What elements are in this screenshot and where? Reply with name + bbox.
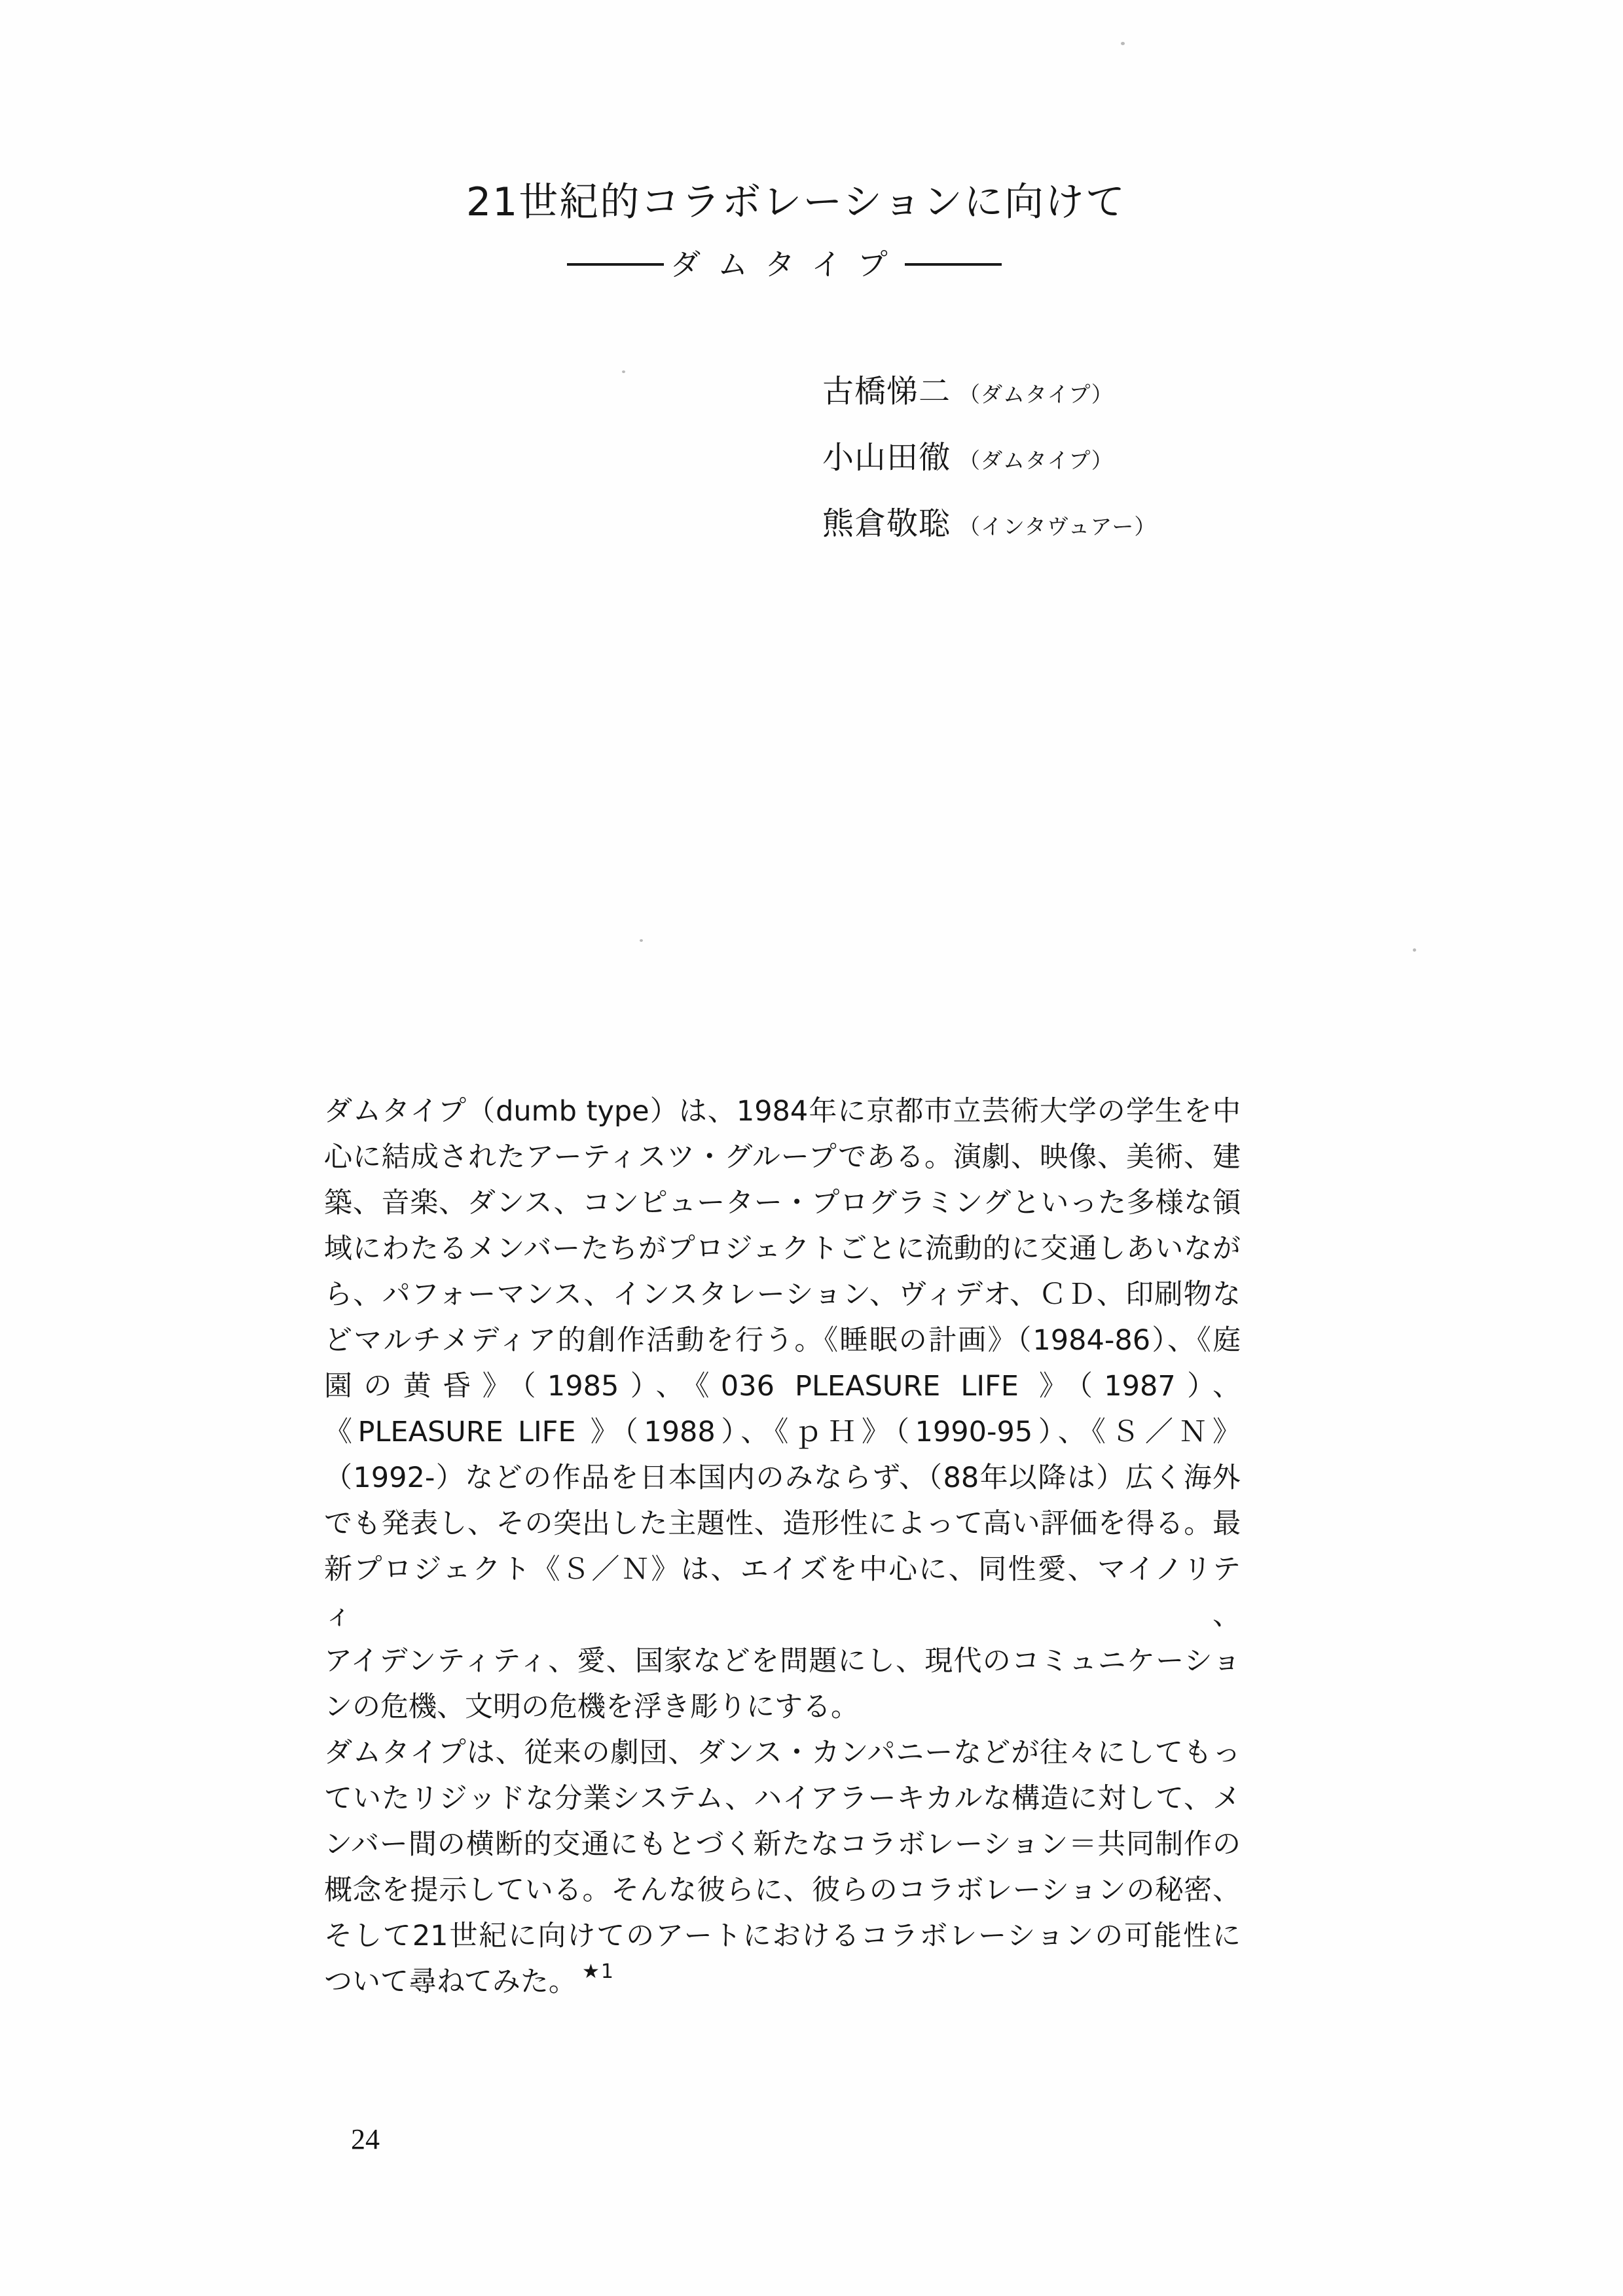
page-number: 24 [351,2123,380,2155]
body-line: ンの危機、文明の危機を浮き彫りにする。 [324,1691,859,1723]
body-line: 新プロジェクト《Ｓ／Ｎ》は、エイズを中心に、同性愛、マイノリティ、 [324,1553,1241,1632]
subtitle-dash-left [567,263,664,266]
author-name: 古橋悌二 [822,373,951,410]
body-line: どマルチメディア的創作活動を行う。《睡眠の計画》（1984-86）、《庭 [324,1324,1241,1357]
body-line: 心に結成されたアーティスツ・グループである。演劇、映像、美術、建 [324,1141,1241,1174]
scan-speck [1121,42,1125,45]
body-line [324,1959,1241,2005]
author-role: （ダムタイプ） [958,382,1114,407]
body-line-text: ついて尋ねてみた。 [324,1965,577,1998]
body-line: 概念を提示している。そんな彼らに、彼らのコラボレーションの秘密、 [324,1874,1241,1907]
author-role: （ダムタイプ） [958,448,1114,473]
body-line: 《PLEASURE LIFE 》（1988）、《ｐＨ》（1990-95）、《Ｓ／Ｎ》 [324,1416,1241,1448]
footnote-marker: ★1 [581,1960,615,1983]
scan-speck [622,370,625,373]
article-subtitle [567,247,1002,281]
body-line: （1992-）などの作品を日本国内のみならず、（88年以降は）広く海外 [324,1462,1241,1494]
body-line: ダムタイプ（dumb type）は、1984年に京都市立芸術大学の学生を中 [324,1095,1241,1128]
body-line: 域にわたるメンバーたちがプロジェクトごとに流動的に交通しあいなが [324,1232,1241,1265]
scan-speck [640,939,643,942]
body-line: 園の黄昏》（1985）、《036 PLEASURE LIFE 》（1987）、 [324,1370,1241,1403]
body-line: でも発表し、その突出した主題性、造形性によって高い評価を得る。最 [324,1507,1241,1540]
author-line [822,362,1156,428]
author-name: 小山田徹 [822,439,951,476]
body-line: ダムタイプは、従来の劇団、ダンス・カンパニーなどが往々にしてもっ [324,1736,1241,1769]
body-line: アイデンティティ、愛、国家などを問題にし、現代のコミュニケーショ [324,1645,1241,1677]
body-line: ら、パフォーマンス、インスタレーション、ヴィデオ、ＣＤ、印刷物な [324,1278,1241,1311]
body-line: そして21世紀に向けてのアートにおけるコラボレーションの可能性に [324,1920,1241,1952]
author-line [822,428,1156,494]
body-line: ていたリジッドな分業システム、ハイアラーキカルな構造に対して、メ [324,1782,1241,1815]
article-title: 21世紀的コラボレーションに向けて [466,179,1126,225]
body-line: 築、音楽、ダンス、コンピューター・プログラミングといった多様な領 [324,1187,1241,1219]
author-line [822,494,1156,560]
subtitle-dash-right [905,263,1002,266]
body-line: ンバー間の横断的交通にもとづく新たなコラボレーション＝共同制作の [324,1828,1241,1861]
author-name: 熊倉敬聡 [822,505,951,542]
body-text [324,1088,1241,2005]
scan-speck [1413,948,1416,952]
author-list [822,362,1156,560]
subtitle-text: ダムタイプ [670,247,905,282]
author-role: （インタヴュアー） [958,514,1157,539]
